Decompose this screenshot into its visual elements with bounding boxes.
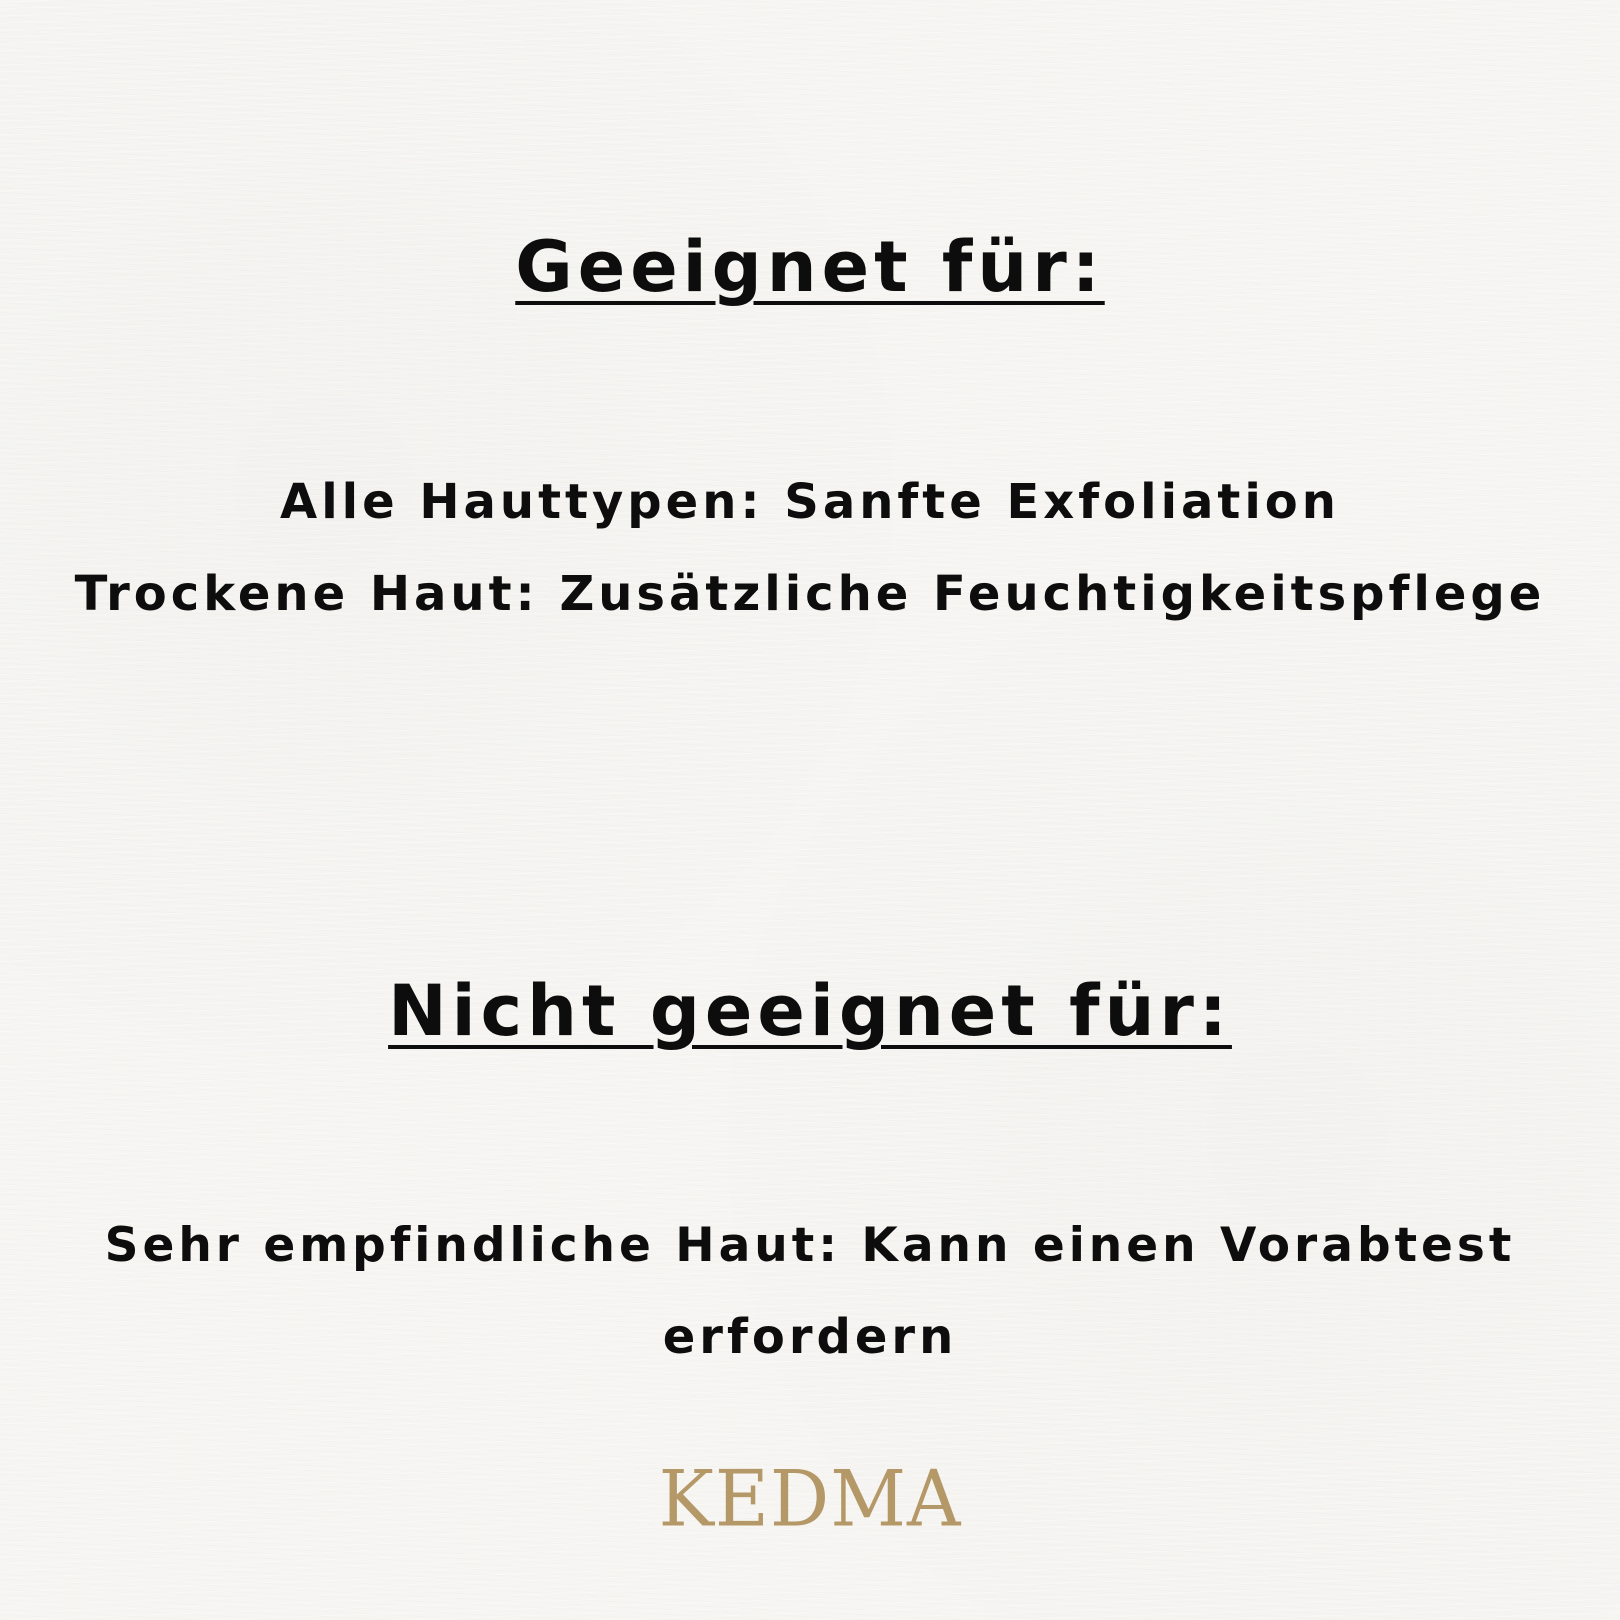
suitable-heading-text: Geeignet für: bbox=[515, 226, 1105, 308]
brand-logo: KEDMA bbox=[658, 1453, 962, 1545]
suitable-heading bbox=[0, 226, 1620, 308]
unsuitable-heading bbox=[0, 970, 1620, 1052]
unsuitable-item-sensitive-skin-line-2: erfordern bbox=[662, 1309, 958, 1365]
unsuitable-heading-text: Nicht geeignet für: bbox=[388, 970, 1232, 1052]
suitable-item-all-skin-types: Alle Hauttypen: Sanfte Exfoliation bbox=[280, 474, 1340, 530]
unsuitable-item-sensitive-skin-line-1: Sehr empfindliche Haut: Kann einen Vorabtest bbox=[104, 1218, 1516, 1273]
suitable-item-dry-skin: Trockene Haut: Zusätzliche Feuchtigkeitspflege bbox=[74, 566, 1546, 622]
